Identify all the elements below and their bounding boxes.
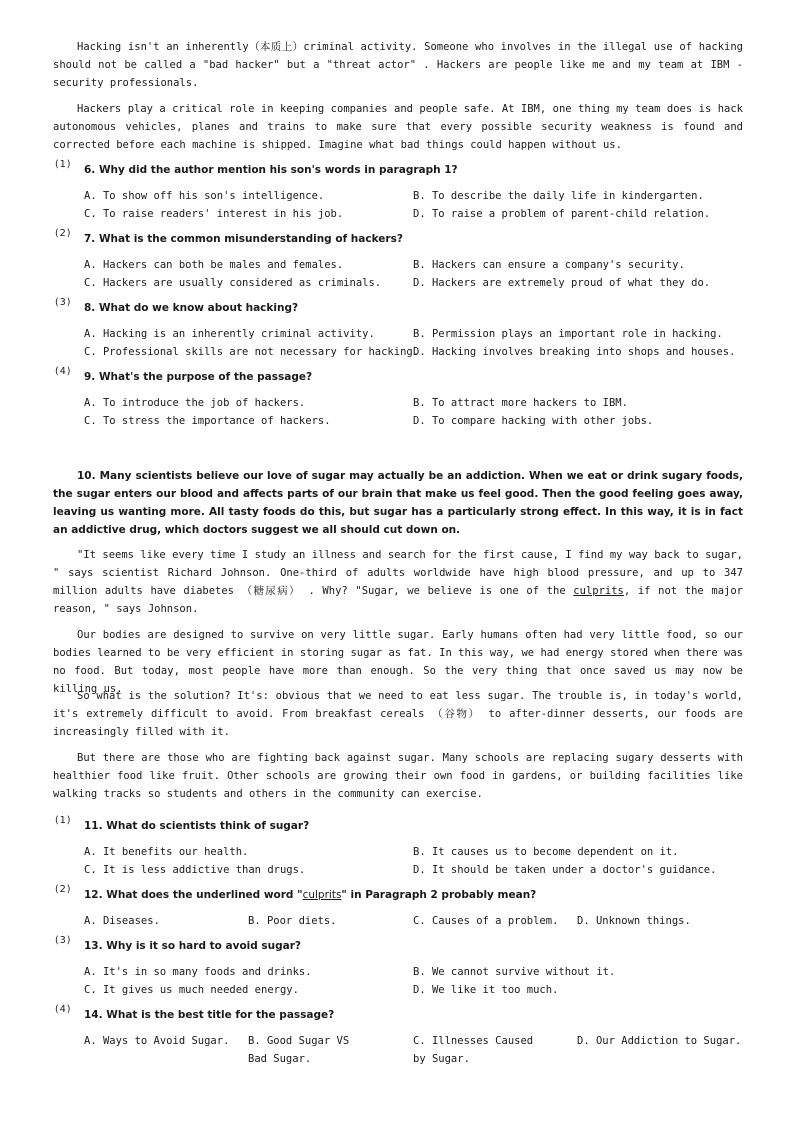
q6-option-a[interactable]: A. To show off his son's intelligence.: [84, 190, 325, 202]
q9-option-c[interactable]: C. To stress the importance of hackers.: [84, 415, 331, 427]
question-6-text: 6. Why did the author mention his son's words in paragraph 1?: [84, 164, 458, 176]
q8-option-a[interactable]: A. Hacking is an inherently criminal activity.: [84, 328, 375, 340]
q6-option-b[interactable]: B. To describe the daily life in kindergarten.: [413, 190, 704, 202]
question-7-text: 7. What is the common misunderstanding of hackers?: [84, 233, 403, 245]
q13-option-d[interactable]: D. We like it too much.: [413, 984, 559, 996]
q7-option-a[interactable]: A. Hackers can both be males and females.: [84, 259, 344, 271]
underlined-word-culprits: culprits: [573, 585, 624, 597]
q13-option-b[interactable]: B. We cannot survive without it.: [413, 966, 616, 978]
q7-option-c[interactable]: C. Hackers are usually considered as criminals.: [84, 277, 382, 289]
question-number: (1): [55, 815, 72, 826]
q8-option-d[interactable]: D. Hacking involves breaking into shops and houses.: [413, 346, 736, 358]
passage1-paragraph-1: Hacking isn't an inherently（本质上）criminal activity. Someone who involves in the illegal use of hacking should not be called a "bad hacker" but a "threat actor" . Hackers are people like me and my team at IBM - security professionals.: [53, 41, 743, 89]
q14-option-c[interactable]: C. Illnesses Caused by Sugar.: [413, 1035, 534, 1065]
q12-option-a[interactable]: A. Diseases.: [84, 915, 160, 927]
q9-option-b[interactable]: B. To attract more hackers to IBM.: [413, 397, 628, 409]
passage1-paragraph-2: Hackers play a critical role in keeping companies and people safe. At IBM, one thing my team does is hack autonomous vehicles, planes and trains to make sure that every possible security weakness is found and corrected before each machine is shipped. Imagine what bad things could happen without us.: [53, 103, 743, 151]
question-11-text: 11. What do scientists think of sugar?: [84, 820, 310, 832]
q12-option-c[interactable]: C. Causes of a problem.: [413, 915, 559, 927]
passage2-p2-after: , if not the major reason, " says Johnson.: [53, 585, 743, 615]
q14-option-a[interactable]: A. Ways to Avoid Sugar.: [84, 1035, 230, 1047]
q12-underlined-word: culprits: [302, 889, 342, 901]
q9-option-a[interactable]: A. To introduce the job of hackers.: [84, 397, 306, 409]
question-number: (3): [55, 297, 72, 308]
q7-option-d[interactable]: D. Hackers are extremely proud of what they do.: [413, 277, 711, 289]
question-number: (3): [55, 935, 72, 946]
question-9-text: 9. What's the purpose of the passage?: [84, 371, 313, 383]
question-number: (4): [55, 1004, 72, 1015]
q13-option-a[interactable]: A. It's in so many foods and drinks.: [84, 966, 312, 978]
q12-option-d[interactable]: D. Unknown things.: [577, 915, 691, 927]
question-12-text: [84, 889, 536, 901]
passage2-p2-before: "It seems like every time I study an illness and search for the first cause, I find my way back to sugar, " says scientist Richard Johnson. One-third of adults worldwide have high blood pressure, and up to 347 million adults have diabetes （糖尿病） . Why? "Sugar, we believe is one of the: [53, 549, 743, 597]
q6-option-d[interactable]: D. To raise a problem of parent-child relation.: [413, 208, 711, 220]
q11-option-c[interactable]: C. It is less addictive than drugs.: [84, 864, 306, 876]
q14-option-b[interactable]: B. Good Sugar VS Bad Sugar.: [248, 1035, 350, 1065]
q12-text-after: " in Paragraph 2 probably mean?: [341, 889, 537, 901]
passage2-intro: 10. Many scientists believe our love of sugar may actually be an addiction. When we eat or drink sugary foods, the sugar enters our blood and affects parts of our brain that make us feel good. Then the good feeling goes away, leaving us wanting more. All tasty foods do this, but sugar has a particularly strong effect. In this way, it is in fact an addictive drug, which doctors suggest we all should cut down on.: [53, 470, 743, 536]
q9-option-d[interactable]: D. To compare hacking with other jobs.: [413, 415, 654, 427]
question-number: (2): [55, 228, 72, 239]
question-number: (1): [55, 159, 72, 170]
q11-option-b[interactable]: B. It causes us to become dependent on it.: [413, 846, 679, 858]
question-number: (2): [55, 884, 72, 895]
q7-option-b[interactable]: B. Hackers can ensure a company's security.: [413, 259, 685, 271]
q12-option-b[interactable]: B. Poor diets.: [248, 915, 337, 927]
q12-text-before: 12. What does the underlined word ": [84, 889, 303, 901]
question-number: (4): [55, 366, 72, 377]
question-14-text: 14. What is the best title for the passage?: [84, 1009, 335, 1021]
passage2-paragraph-5: But there are those who are fighting back against sugar. Many schools are replacing sugary desserts with healthier food like fruit. Other schools are growing their own food in gardens, or building facilities like walking tracks so students and others in the community can exercise.: [53, 752, 743, 800]
q13-option-c[interactable]: C. It gives us much needed energy.: [84, 984, 299, 996]
passage2-paragraph-2: [53, 546, 743, 618]
q6-option-c[interactable]: C. To raise readers' interest in his job.: [84, 208, 344, 220]
passage2-paragraph-3: Our bodies are designed to survive on very little sugar. Early humans often had very little food, so our bodies learned to be very efficient in storing sugar as fat. In this way, we had energy stored when there was no food. But today, most people have more than enough. So the very thing that once saved us may now be killing us.: [53, 629, 743, 695]
q8-option-b[interactable]: B. Permission plays an important role in hacking.: [413, 328, 723, 340]
q11-option-a[interactable]: A. It benefits our health.: [84, 846, 249, 858]
passage2-paragraph-4: So what is the solution? It's: obvious that we need to eat less sugar. The trouble is, in today's world, it's extremely difficult to avoid. From breakfast cereals （谷物） to after-dinner desserts, our foods are increasingly filled with it.: [53, 690, 743, 738]
question-8-text: 8. What do we know about hacking?: [84, 302, 299, 314]
question-13-text: 13. Why is it so hard to avoid sugar?: [84, 940, 302, 952]
q11-option-d[interactable]: D. It should be taken under a doctor's guidance.: [413, 864, 717, 876]
q14-option-d[interactable]: D. Our Addiction to Sugar.: [577, 1035, 742, 1047]
q8-option-c[interactable]: C. Professional skills are not necessary for hacking.: [84, 346, 420, 358]
